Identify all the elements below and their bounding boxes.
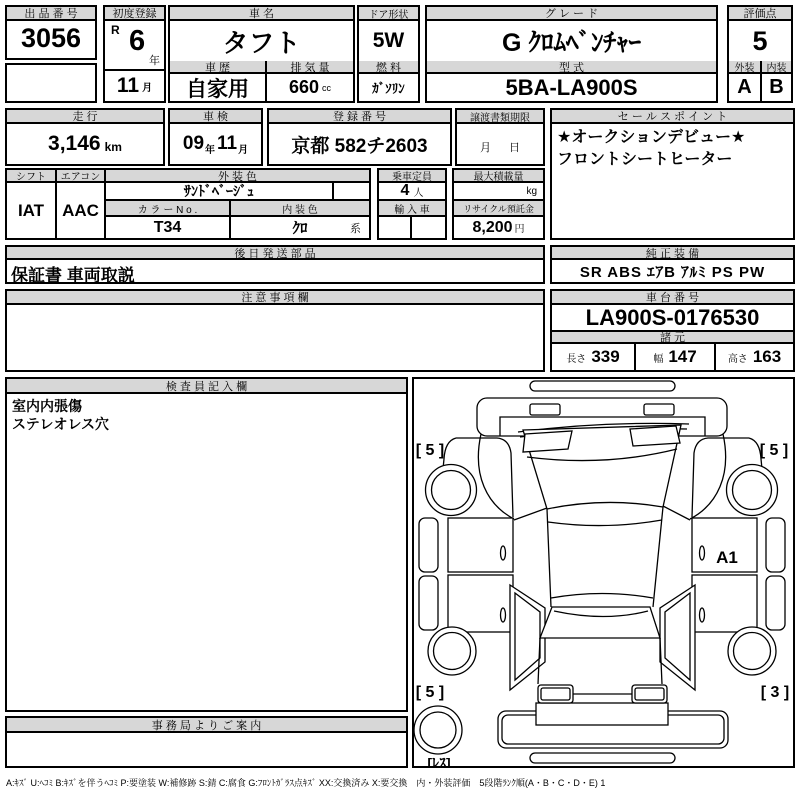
displacement-label-text: 排 気 量: [290, 61, 330, 74]
front-bumper: [530, 381, 675, 391]
grade-label: グ レ ー ド: [427, 7, 716, 21]
exterior-grade-label: [729, 61, 760, 74]
shaken-year: 09: [182, 133, 205, 154]
import-car-cell-2: [412, 217, 445, 238]
aircon-value: AAC: [55, 183, 104, 238]
sales-point-line2: フロントシートヒーター: [557, 150, 733, 168]
door-shape-label: ドア形状: [359, 7, 418, 21]
door-handle: [700, 546, 705, 560]
interior-color-suffix: 系: [350, 222, 361, 235]
registration-no-value: 京都 582チ2603: [291, 135, 428, 157]
aircon-label: [55, 170, 104, 183]
mark-rear-right: [ 3 ]: [760, 684, 790, 701]
shift-aircon-box: [5, 168, 106, 240]
wheel-rear-left-rim: [434, 633, 471, 670]
interior-grade-label: [760, 61, 791, 74]
rocker-right-rear: [766, 576, 785, 630]
mark-rear-left: [ 5 ]: [415, 684, 445, 701]
shift-label-text: シフト: [16, 172, 46, 183]
mileage-value-cell: [7, 124, 163, 164]
fuel-value: ｶﾞｿﾘﾝ: [372, 81, 405, 96]
interior-grade-value: B: [760, 74, 791, 101]
sales-point-box: [550, 108, 795, 240]
recycle-deposit-value: 8,200: [472, 218, 513, 236]
interior-color-value: ｸﾛ: [292, 220, 308, 237]
length-cell: [552, 344, 634, 370]
car-name-label: 車 名: [170, 7, 353, 21]
registration-no-box: [267, 108, 452, 166]
model-code-value: 5BA-LA900S: [505, 74, 638, 100]
mileage-value: 3,146: [48, 132, 101, 155]
later-parts-label: 後 日 発 送 部 品: [7, 247, 543, 260]
car-diagram-box: [412, 377, 795, 768]
width-value: 147: [668, 347, 697, 366]
width-label: 幅: [653, 353, 664, 365]
load-box: [452, 168, 545, 240]
lot-number-box: [5, 5, 97, 60]
sales-point-label: セ ー ル ス ポ イ ン ト: [552, 110, 793, 124]
dimensions-label: 諸 元: [552, 330, 793, 344]
office-notice-label: 事 務 局 よ り ご 案 内: [7, 718, 406, 733]
transfer-deadline-label: 譲渡書類期限: [457, 110, 543, 124]
shaken-label: 車 検: [170, 110, 261, 124]
inspector-notes-label: 検 査 員 記 入 欄: [7, 379, 406, 394]
year-unit: 年: [149, 55, 160, 67]
model-code-label: 型 式: [427, 61, 716, 74]
aircon-label-text: エアコン: [60, 172, 101, 183]
mark-front-left: [ 5 ]: [415, 442, 445, 459]
interior-color-label-text: 内 装 色: [282, 204, 318, 216]
mileage-box: [5, 108, 165, 166]
wheel-rear-right-rim: [734, 633, 771, 670]
transfer-deadline-value-cell: [457, 124, 543, 164]
height-cell: [714, 344, 793, 370]
exterior-grade-value: A: [737, 76, 752, 98]
chassis-no-value: LA900S-0176530: [585, 304, 760, 330]
equipment-label: 純 正 装 備: [552, 247, 793, 260]
exterior-color-empty-cell: [332, 183, 369, 199]
recycle-deposit-unit: 円: [514, 224, 525, 235]
spare-tire-rim: [420, 712, 456, 748]
rocker-left-front: [419, 518, 438, 572]
car-name-box: [168, 5, 355, 103]
height-label: 高さ: [727, 353, 748, 365]
chassis-no-label: 車 台 番 号: [552, 291, 793, 305]
shaken-year-unit: 年: [205, 144, 216, 156]
rocker-left-rear: [419, 576, 438, 630]
cautions-box: [5, 289, 545, 372]
headlight-left: [530, 404, 560, 415]
registration-no-label: 登 録 番 号: [269, 110, 450, 124]
door-handle: [501, 546, 506, 560]
lot-number-label: 出 品 番 号: [7, 7, 95, 21]
displacement-value: 660: [288, 77, 320, 97]
roof-rear-arc: [551, 594, 653, 599]
exterior-grade-label-text: 外装: [734, 63, 755, 74]
max-load-label: 最大積載量: [454, 170, 543, 183]
mileage-unit: km: [104, 140, 122, 154]
door-left-front: [448, 518, 513, 572]
max-load-value-cell: [454, 183, 543, 201]
first-registration-year-cell: [105, 21, 164, 71]
passengers-unit: 人: [413, 187, 424, 199]
sales-point-line1: ★オークションデビュー★: [557, 129, 746, 146]
lot-empty-box: [5, 63, 97, 103]
rocker-right-front: [766, 518, 785, 572]
hatch-lower: [536, 703, 668, 725]
door-right-rear: [692, 575, 757, 632]
headlight-right: [644, 404, 674, 415]
length-label: 長さ: [566, 353, 587, 365]
interior-color-cell: [229, 217, 369, 238]
grade-value: G ｸﾛﾑﾍﾞﾝﾁｬｰ: [502, 29, 641, 57]
color-no-label: [106, 201, 229, 217]
car-history-value: 自家用: [186, 77, 249, 101]
exterior-color-label: 外 装 色: [106, 170, 369, 183]
shift-value: IAT: [17, 200, 45, 220]
transfer-day-unit: 日: [509, 142, 520, 154]
score-value: 5: [752, 25, 768, 56]
transfer-month-unit: 月: [480, 142, 491, 154]
interior-color-label: [229, 201, 369, 217]
later-parts-box: [5, 245, 545, 284]
door-handle: [700, 608, 705, 622]
mark-front-right: [ 5 ]: [759, 442, 789, 459]
shaken-box: [168, 108, 263, 166]
displacement-label: [265, 61, 353, 74]
first-registration-year: 6: [129, 25, 146, 57]
mileage-label: 走 行: [7, 110, 163, 124]
damage-legend: A:ｷｽﾞ U:ﾍｺﾐ B:ｷｽﾞを伴うﾍｺﾐ P:要塗装 W:補修跡 S:錆 C:腐食 G:ﾌﾛﾝﾄｶﾞﾗｽ点ｷｽﾞ XX:交換済み X:要交換 内・外装評価 5段階ﾗﾝｸ順(A・B・C・D・E) 1: [6, 778, 606, 788]
inspector-note-line1: 室内内張傷: [12, 398, 82, 414]
width-cell: [634, 344, 714, 370]
score-box: [727, 5, 793, 103]
passengers-value-cell: [379, 183, 445, 201]
displacement-value-cell: [265, 74, 353, 101]
cautions-label: 注 意 事 項 欄: [7, 291, 543, 305]
height-value: 163: [752, 347, 782, 366]
month-unit: 月: [142, 82, 153, 94]
fuel-label: 燃 料: [359, 61, 418, 74]
recycle-deposit-label: リサイクル預託金: [454, 201, 543, 217]
lot-number-value: 3056: [20, 23, 82, 53]
door-shape-value: 5W: [372, 29, 405, 52]
car-outline: [414, 381, 785, 763]
mark-side-right: A1: [716, 548, 738, 567]
sales-point-content: [552, 124, 793, 173]
length-value: 339: [591, 347, 620, 366]
displacement-unit: cc: [322, 82, 332, 93]
pillar-folds: [514, 506, 690, 520]
import-car-cell-1: [379, 217, 412, 238]
shift-label: [7, 170, 55, 183]
equipment-box: [550, 245, 795, 284]
door-handle: [501, 608, 506, 622]
color-no-value: T34: [153, 218, 182, 236]
later-parts-value: 保証書 車両取説: [11, 266, 135, 285]
car-name-value: タフト: [222, 27, 301, 58]
first-registration-label: 初度登録: [105, 7, 164, 21]
first-registration-month-cell: [105, 71, 164, 101]
colors-box: [104, 168, 371, 240]
shaken-month-unit: 月: [238, 144, 249, 156]
passengers-box: [377, 168, 447, 240]
max-load-unit: kg: [526, 185, 537, 197]
inspector-notes-box: [5, 377, 408, 712]
dashboard-arc: [548, 520, 662, 526]
hatch-sides: [538, 638, 662, 684]
first-registration-month: 11: [116, 74, 140, 97]
exterior-color-value: ｻﾝﾄﾞﾍﾞｰｼﾞｭ: [184, 183, 254, 199]
mark-spare: [ﾚｽ]: [427, 755, 451, 766]
shaken-value-cell: [170, 124, 261, 164]
first-registration-box: [103, 5, 166, 103]
door-left-rear: [448, 575, 513, 632]
inspector-notes-content: [7, 394, 406, 436]
equipment-value: SR ABS ｴｱB ｱﾙﾐ PS PW: [579, 263, 766, 281]
grade-box: [425, 5, 718, 103]
car-damage-diagram: [414, 379, 793, 766]
recycle-deposit-value-cell: [454, 217, 543, 238]
rear-lower-strip: [530, 753, 675, 763]
door-shape-box: [357, 5, 420, 103]
wheel-front-right-rim: [733, 471, 772, 510]
chassis-box: [550, 289, 795, 372]
era-code: R: [111, 23, 120, 37]
interior-grade-label-text: 内装: [766, 63, 787, 74]
car-history-label-text: 車 歴: [204, 61, 231, 74]
color-no-label-text: カ ラ ー N o .: [137, 204, 198, 216]
passengers-label: 乗車定員: [379, 170, 445, 183]
score-label: 評価点: [729, 7, 791, 21]
office-notice-box: [5, 716, 408, 768]
inspector-note-line2: ステレオレス穴: [12, 416, 110, 433]
import-car-label: 輸 入 車: [379, 201, 445, 217]
wheel-front-left-rim: [432, 471, 471, 510]
transfer-deadline-box: [455, 108, 545, 166]
passengers-value: 4: [400, 182, 410, 199]
shaken-month: 11: [217, 133, 238, 154]
